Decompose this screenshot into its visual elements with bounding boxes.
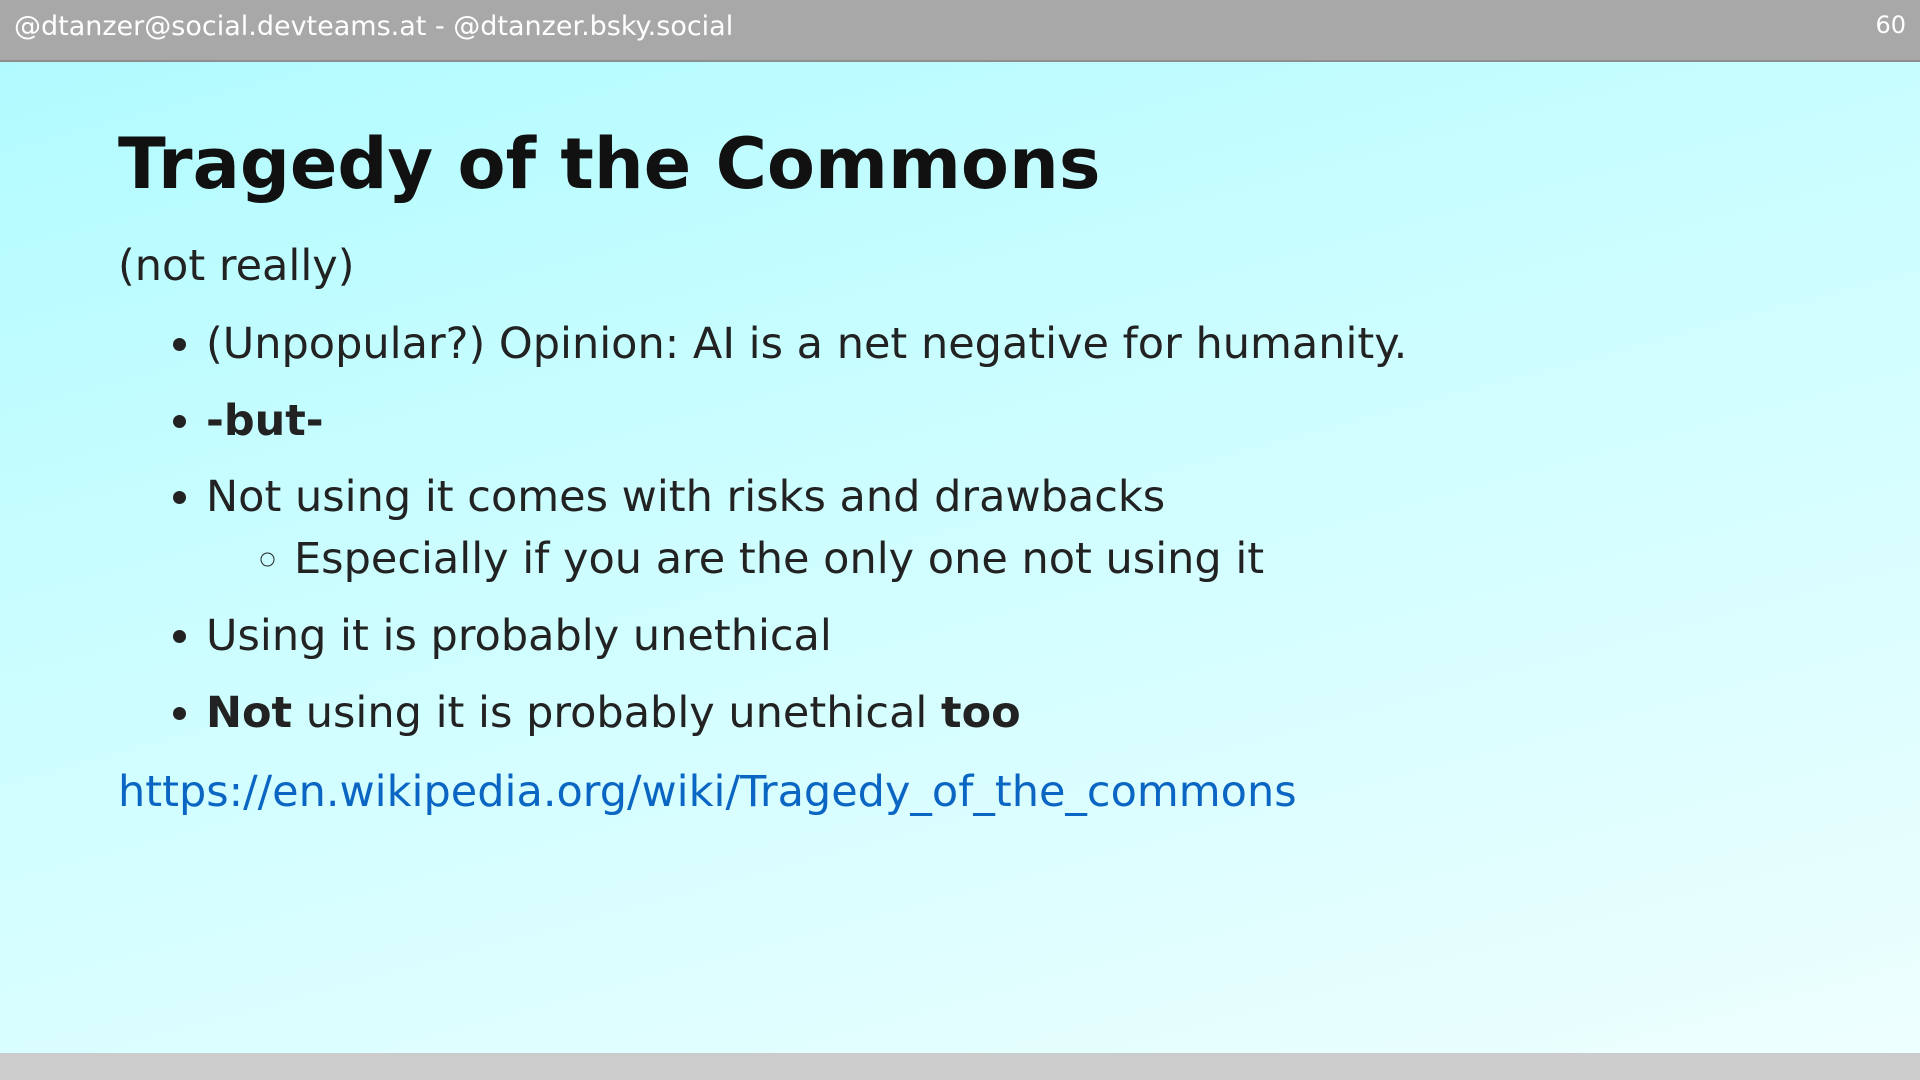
bullet-item: [206, 610, 1820, 664]
bullet-text: using it is probably unethical: [292, 687, 942, 738]
slide-footer-bar: [0, 1053, 1920, 1080]
bullet-item: [206, 318, 1820, 372]
slide-number: 60: [1875, 11, 1906, 39]
bullet-item: [206, 471, 1820, 587]
bullet-item: [206, 395, 1820, 449]
bullet-text: -but-: [206, 395, 324, 446]
wikipedia-link[interactable]: https://en.wikipedia.org/wiki/Tragedy_of_the_commons: [118, 767, 1297, 818]
author-handle: @dtanzer@social.devteams.at - @dtanzer.bsky.social: [14, 11, 734, 42]
bullet-item: [206, 687, 1820, 741]
bullet-bold-not: Not: [206, 687, 293, 738]
sub-bullet-text: Especially if you are the only one not using it: [294, 534, 1265, 584]
bullet-text: Using it is probably unethical: [206, 610, 832, 661]
slide-subtitle: (not really): [118, 241, 355, 291]
bullet-bold-too: too: [941, 687, 1021, 738]
sub-bullet-list: [206, 533, 1820, 587]
sub-bullet-item: [294, 533, 1820, 587]
bullet-text: (Unpopular?) Opinion: AI is a net negative for humanity.: [206, 318, 1408, 369]
bullet-text: Not using it comes with risks and drawbacks: [206, 472, 1166, 523]
slide-content: [118, 62, 1820, 817]
bullet-list: [118, 318, 1820, 741]
slide-header-bar: [0, 0, 1920, 62]
slide-title: Tragedy of the Commons: [118, 123, 1101, 205]
